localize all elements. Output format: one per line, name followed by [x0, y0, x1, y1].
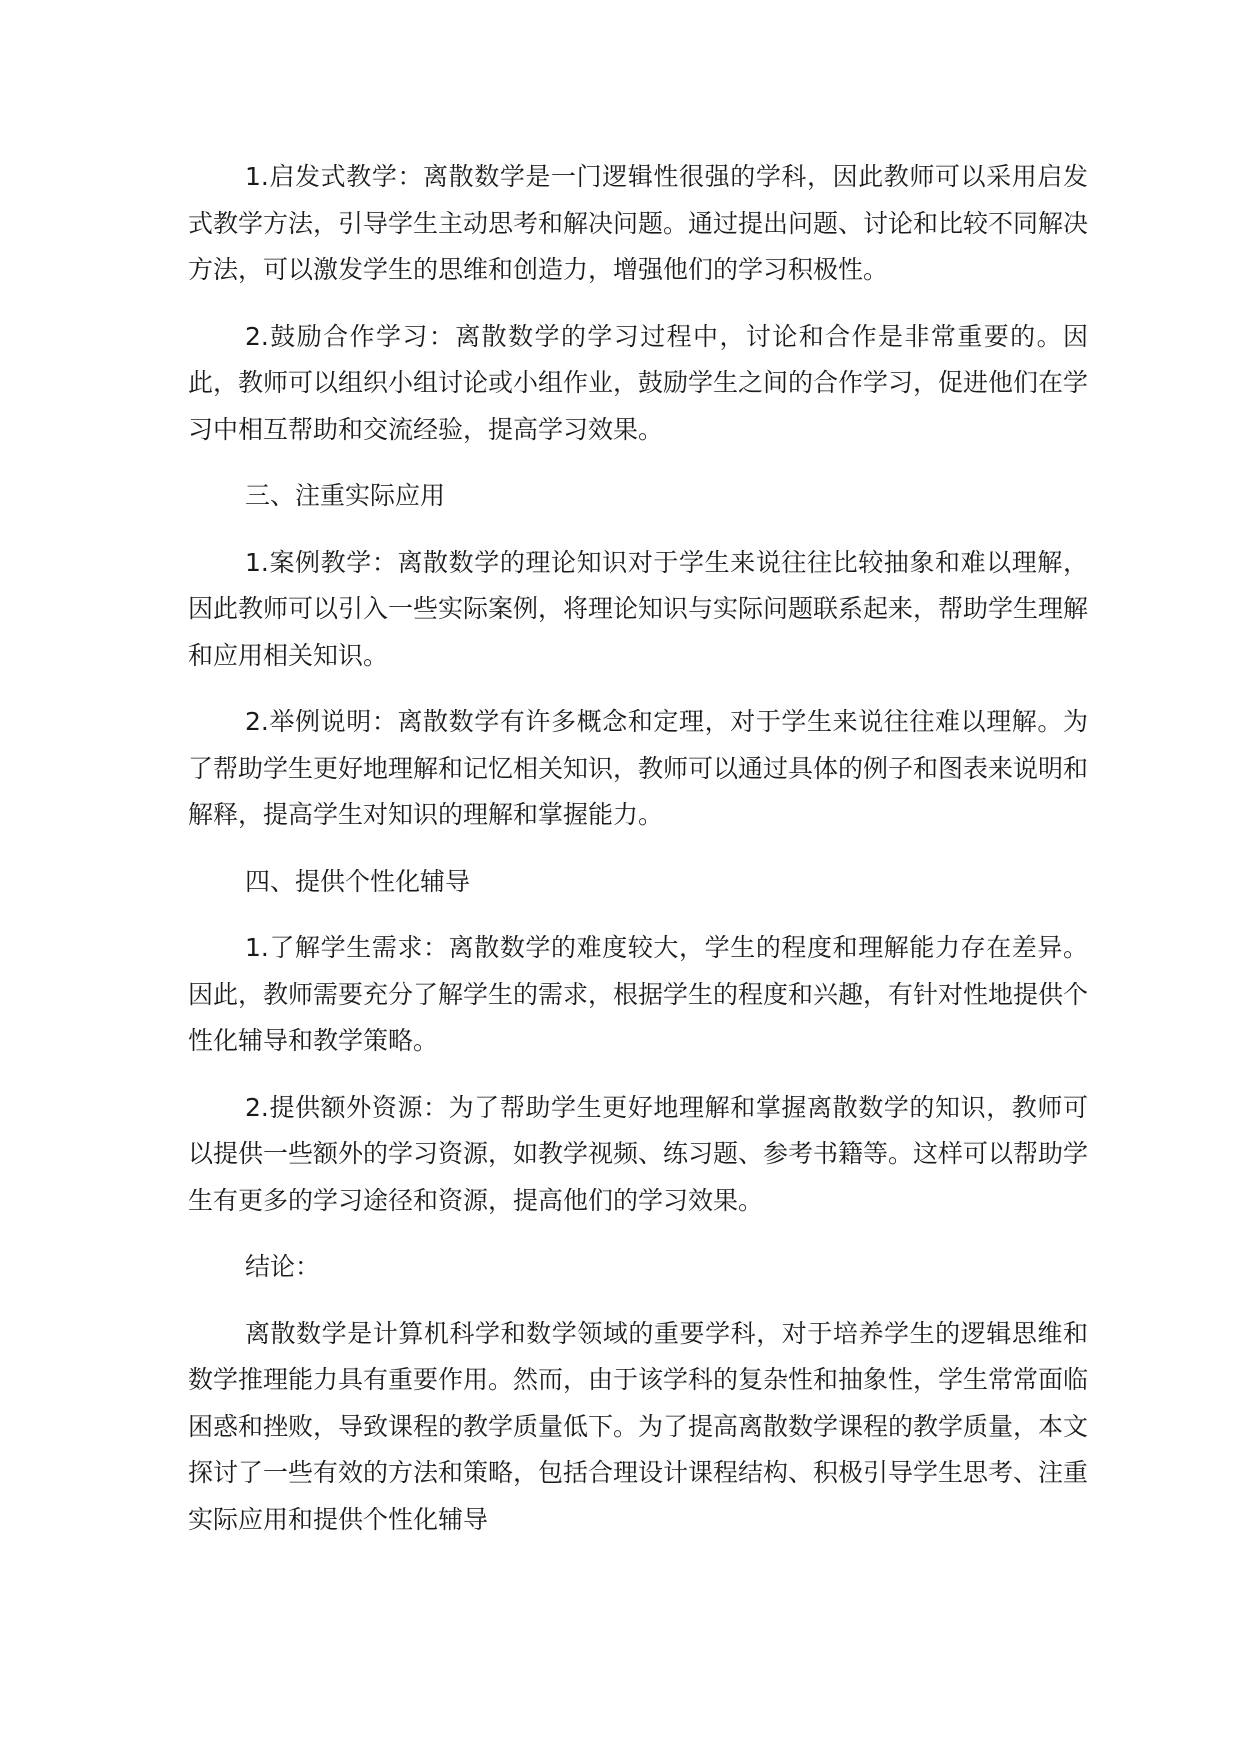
- section-heading-practical-application: 三、注重实际应用: [245, 481, 446, 510]
- paragraph-examples: 2.举例说明：离散数学有许多概念和定理，对于学生来说往往难以理解。为了帮助学生更好地理解和记忆相关知识，教师可以通过具体的例子和图表来说明和解释，提高学生对知识的理解和掌握能力。: [188, 707, 1089, 829]
- paragraph-case-teaching: 1.案例教学：离散数学的理论知识对于学生来说往往比较抽象和难以理解，因此教师可以引入一些实际案例，将理论知识与实际问题联系起来，帮助学生理解和应用相关知识。: [188, 547, 1089, 670]
- paragraph-extra-resources: 2.提供额外资源：为了帮助学生更好地理解和掌握离散数学的知识，教师可以提供一些额外的学习资源，如教学视频、练习题、参考书籍等。这样可以帮助学生有更多的学习途径和资源，提高他们的学习效果。: [188, 1092, 1089, 1215]
- paragraph-conclusion: 离散数学是计算机科学和数学领域的重要学科，对于培养学生的逻辑思维和数学推理能力具有重要作用。然而，由于该学科的复杂性和抽象性，学生常常面临困惑和挫败，导致课程的教学质量低下。为了提高离散数学课程的教学质量，本文探讨了一些有效的方法和策略，包括合理设计课程结构、积极引导学生思考、注重实际应用和提供个性化辅导: [188, 1318, 1089, 1534]
- paragraph-cooperative-learning: 2.鼓励合作学习：离散数学的学习过程中，讨论和合作是非常重要的。因此，教师可以组织小组讨论或小组作业，鼓励学生之间的合作学习，促进他们在学习中相互帮助和交流经验，提高学习效果。: [188, 321, 1089, 444]
- paragraph-student-needs: 1.了解学生需求：离散数学的难度较大，学生的程度和理解能力存在差异。因此，教师需要充分了解学生的需求，根据学生的程度和兴趣，有针对性地提供个性化辅导和教学策略。: [188, 933, 1089, 1055]
- paragraph-heuristic-teaching: 1.启发式教学：离散数学是一门逻辑性很强的学科，因此教师可以采用启发式教学方法，引导学生主动思考和解决问题。通过提出问题、讨论和比较不同解决方法，可以激发学生的思维和创造力，增强他们的学习积极性。: [188, 162, 1089, 284]
- section-heading-personalized-tutoring: 四、提供个性化辅导: [245, 866, 471, 896]
- document-body: [188, 154, 1088, 1563]
- section-heading-conclusion: 结论：: [245, 1252, 321, 1281]
